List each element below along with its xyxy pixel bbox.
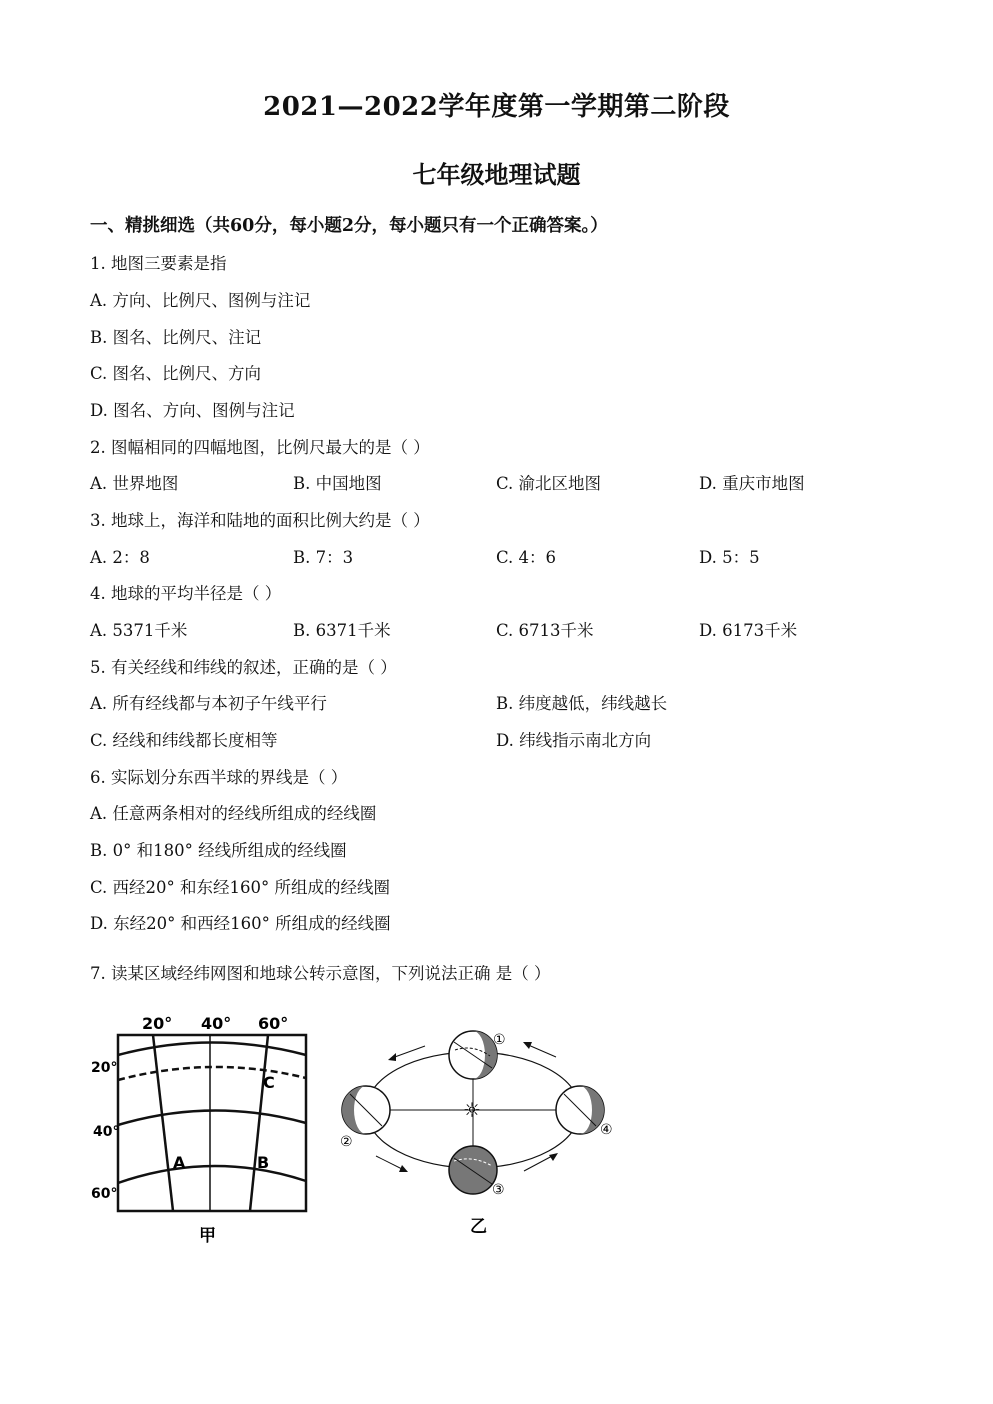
option: C. 经线和纬线都长度相等 bbox=[90, 731, 278, 750]
question-stem: 2. 图幅相同的四幅地图，比例尺最大的是（ ） bbox=[90, 438, 430, 457]
question-stem: 6. 实际划分东西半球的界线是（ ） bbox=[90, 768, 348, 787]
option: A. 2：8 bbox=[90, 548, 150, 567]
question-stem: 4. 地球的平均半径是（ ） bbox=[90, 584, 282, 603]
option: D. 纬线指示南北方向 bbox=[496, 731, 652, 750]
question-stem: 5. 有关经线和纬线的叙述，正确的是（ ） bbox=[90, 658, 397, 677]
lon-label: 20° bbox=[142, 1014, 173, 1033]
option: D. 6173千米 bbox=[699, 621, 798, 640]
lat-label: 40° bbox=[93, 1124, 120, 1140]
option: B. 纬度越低，纬线越长 bbox=[496, 694, 668, 713]
question-stem: 3. 地球上，海洋和陆地的面积比例大约是（ ） bbox=[90, 511, 430, 530]
position-label: ① bbox=[493, 1032, 506, 1048]
option: C. 6713千米 bbox=[496, 621, 594, 640]
option: A. 所有经线都与本初子午线平行 bbox=[90, 694, 327, 713]
point-label-c: C bbox=[263, 1073, 275, 1092]
option: B. 0° 和180° 经线所组成的经线圈 bbox=[90, 841, 347, 860]
option: C. 图名、比例尺、方向 bbox=[90, 364, 262, 383]
point-label-a: A bbox=[173, 1153, 186, 1172]
exam-title: 2021—2022学年度第一学期第二阶段 bbox=[263, 92, 730, 122]
option: D. 东经20° 和西经160° 所组成的经线圈 bbox=[90, 914, 391, 933]
option: D. 图名、方向、图例与注记 bbox=[90, 401, 295, 420]
position-label: ③ bbox=[492, 1182, 505, 1198]
figure-graticule bbox=[85, 1005, 320, 1250]
option: A. 任意两条相对的经线所组成的经线圈 bbox=[90, 804, 377, 823]
figure-caption-yi: 乙 bbox=[470, 1217, 487, 1237]
figure-caption-jia: 甲 bbox=[199, 1226, 216, 1246]
option: D. 重庆市地图 bbox=[699, 474, 805, 493]
option: B. 中国地图 bbox=[293, 474, 382, 493]
option: B. 7：3 bbox=[293, 548, 354, 567]
position-label: ② bbox=[340, 1134, 353, 1150]
position-label: ④ bbox=[600, 1122, 613, 1138]
option: C. 渝北区地图 bbox=[496, 474, 602, 493]
sun-icon: ☼ bbox=[463, 1098, 481, 1122]
figure-revolution bbox=[330, 1020, 630, 1245]
option: B. 图名、比例尺、注记 bbox=[90, 328, 262, 347]
lat-label: 20° bbox=[91, 1060, 118, 1076]
option: C. 4：6 bbox=[496, 548, 557, 567]
point-label-b: B bbox=[257, 1153, 270, 1172]
section-heading: 一、精挑细选（共60分，每小题2分，每小题只有一个正确答案。） bbox=[90, 216, 608, 236]
lon-label: 60° bbox=[258, 1014, 289, 1033]
lat-label: 60° bbox=[91, 1186, 118, 1202]
option: A. 世界地图 bbox=[90, 474, 179, 493]
exam-subtitle: 七年级地理试题 bbox=[412, 160, 581, 189]
option: D. 5：5 bbox=[699, 548, 760, 567]
question-stem: 1. 地图三要素是指 bbox=[90, 254, 227, 273]
option: A. 5371千米 bbox=[90, 621, 188, 640]
question-stem: 7. 读某区域经纬网图和地球公转示意图，下列说法正确 是（ ） bbox=[90, 964, 551, 983]
lon-label: 40° bbox=[201, 1014, 232, 1033]
option: C. 西经20° 和东经160° 所组成的经线圈 bbox=[90, 878, 391, 897]
option: A. 方向、比例尺、图例与注记 bbox=[90, 291, 311, 310]
option: B. 6371千米 bbox=[293, 621, 391, 640]
